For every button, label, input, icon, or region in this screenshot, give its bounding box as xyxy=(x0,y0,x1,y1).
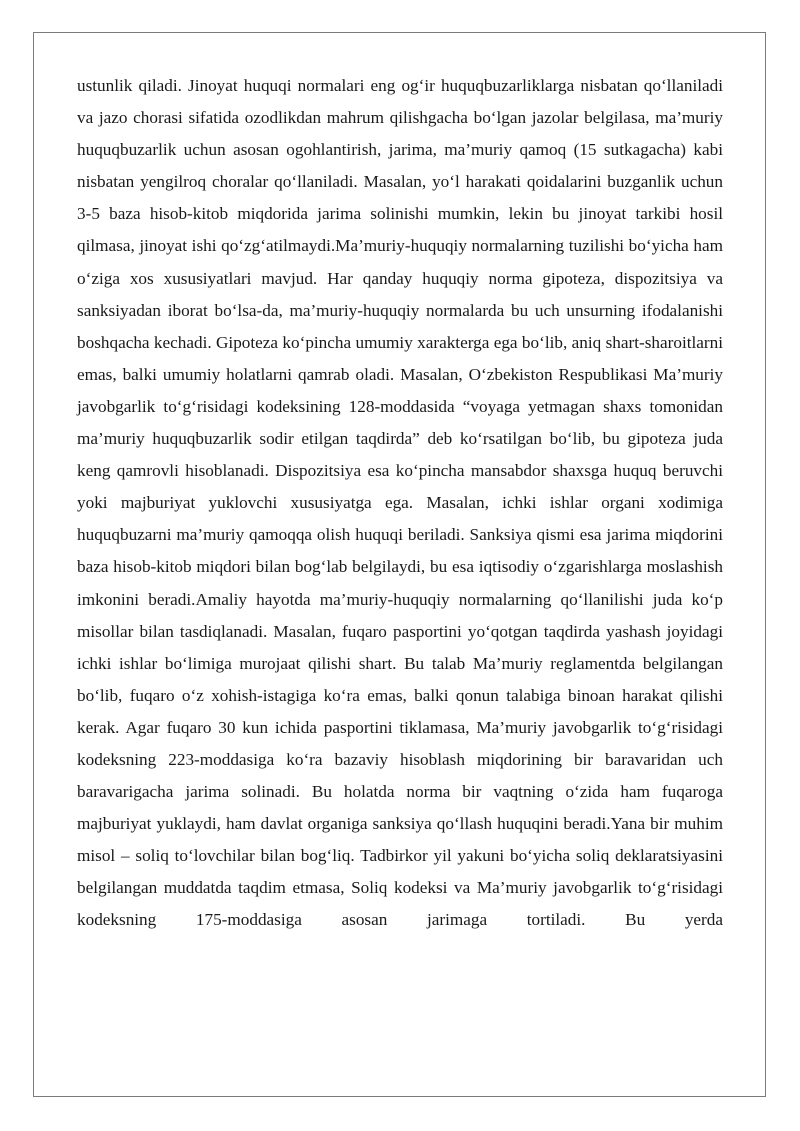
body-paragraph: ustunlik qiladi. Jinoyat huquqi normalari eng og‘ir huquqbuzarliklarga nisbatan qo‘llaniladi va jazo chorasi sifatida ozodlikdan mahrum qilishgacha bo‘lgan jazolar belgilasa, ma’muriy huquqbuzarlik uchun asosan ogohlantirish, jarima, ma’muriy qamoq (15 sutkagacha) kabi nisbatan yengilroq choralar qo‘llaniladi. Masalan, yo‘l harakati qoidalarini buzganlik uchun 3-5 baza hisob-kitob miqdorida jarima solinishi mumkin, lekin bu jinoyat tarkibi hosil qilmasa, jinoyat ishi qo‘zg‘atilmaydi.Ma’muriy-huquqiy normalarning tuzilishi bo‘yicha ham o‘ziga xos xususiyatlari mavjud. Har qanday huquqiy norma gipoteza, dispozitsiya va sanksiyadan iborat bo‘lsa-da, ma’muriy-huquqiy normalarda bu uch unsurning ifodalanishi boshqacha kechadi. Gipoteza ko‘pincha umumiy xarakterga ega bo‘lib, aniq shart-sharoitlarni emas, balki umumiy holatlarni qamrab oladi. Masalan, O‘zbekiston Respublikasi Ma’muriy javobgarlik to‘g‘risidagi kodeksining 128-moddasida “voyaga yetmagan shaxs tomonidan ma’muriy huquqbuzarlik sodir etilgan taqdirda” deb ko‘rsatilgan bo‘lib, bu gipoteza juda keng qamrovli hisoblanadi. Dispozitsiya esa ko‘pincha mansabdor shaxsga huquq beruvchi yoki majburiyat yuklovchi xususiyatga ega. Masalan, ichki ishlar organi xodimiga huquqbuzarni ma’muriy qamoqqa olish huquqi beriladi. Sanksiya qismi esa jarima miqdorini baza hisob-kitob miqdori bilan bog‘lab belgilaydi, bu esa iqtisodiy o‘zgarishlarga moslashish imkonini beradi.Amaliy hayotda ma’muriy-huquqiy normalarning qo‘llanilishi juda ko‘p misollar bilan tasdiqlanadi. Masalan, fuqaro pasportini yo‘qotgan taqdirda yashash joyidagi ichki ishlar bo‘limiga murojaat qilishi shart. Bu talab Ma’muriy reglamentda belgilangan bo‘lib, fuqaro o‘z xohish-istagiga ko‘ra emas, balki qonun talabiga binoan harakat qilishi kerak. Agar fuqaro 30 kun ichida pasportini tiklamasa, Ma’muriy javobgarlik to‘g‘risidagi kodeksning 223-moddasiga ko‘ra bazaviy hisoblash miqdorining bir baravaridan uch baravarigacha jarima solinadi. Bu holatda norma bir vaqtning o‘zida ham fuqaroga majburiyat yuklaydi, ham davlat organiga sanksiya qo‘llash huquqini beradi.Yana bir muhim misol – soliq to‘lovchilar bilan bog‘liq. Tadbirkor yil yakuni bo‘yicha soliq deklaratsiyasini belgilangan muddatda taqdim etmasa, Soliq kodeksi va Ma’muriy javobgarlik to‘g‘risidagi kodeksning 175-moddasiga asosan jarimaga tortiladi. Bu yerda xyxy=(77,76,723,930)
